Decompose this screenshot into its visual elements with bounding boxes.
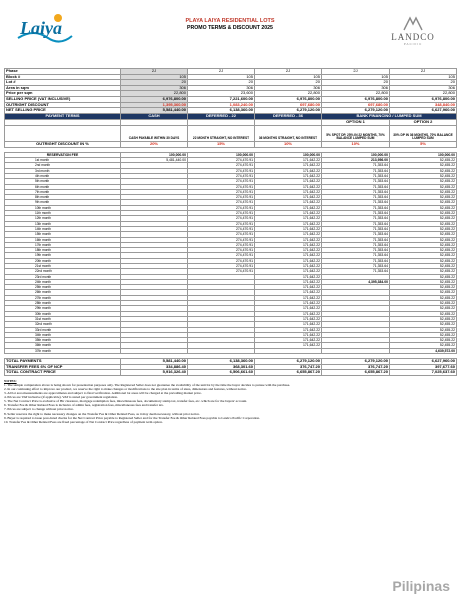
option2-payment: 52,455.22 (390, 248, 457, 253)
month-label: 25th month (5, 285, 121, 290)
deferred36-payment: 171,642.22 (255, 332, 322, 337)
row-label: Block # (5, 74, 121, 80)
sheet-subtitle: PROMO TERMS & DISCOUNT 2025 (187, 25, 273, 31)
discount-percent: 10% (322, 141, 390, 147)
total-value: 6,506,661.60 (188, 370, 255, 376)
deferred36-payment: 171,642.22 (255, 226, 322, 231)
notes-list (4, 383, 456, 424)
deferred36-payment: 171,642.22 (255, 285, 322, 290)
option2-payment: 52,455.22 (390, 211, 457, 216)
deferred36-payment: 171,642.22 (255, 316, 322, 321)
option1-payment: 71,353.64 (322, 173, 390, 178)
deferred22-payment: 274,470.91 (188, 168, 255, 173)
note-item: 7. Prices are subject to change without prior notice. (4, 407, 74, 412)
spec-value: 105 (188, 74, 255, 80)
row-label: Phase (5, 69, 121, 75)
deferred36-payment: 171,642.22 (255, 343, 322, 348)
term-description: 30% DP IN 36 MONTHS, 70% BALANCE LUMPED SUM (390, 125, 457, 141)
month-label: 28th month (5, 301, 121, 306)
spec-value: 20 (390, 80, 457, 86)
month-label: 14th month (5, 226, 121, 231)
option1-payment: 71,353.64 (322, 242, 390, 247)
spec-value: 5,581,440.00 (121, 108, 188, 114)
spec-value: 105 (121, 74, 188, 80)
payment-terms-row (5, 113, 457, 119)
spec-value: 2J (322, 69, 390, 75)
spec-value: 6,976,800.00 (255, 96, 322, 102)
spec-value: 306 (255, 85, 322, 91)
month-label: 6th month (5, 184, 121, 189)
total-value: 5,581,440.00 (121, 359, 188, 365)
svg-text:Laiya: Laiya (20, 18, 62, 38)
deferred36-payment: 171,642.22 (255, 258, 322, 263)
pricing-table (4, 68, 457, 376)
deferred36-payment: 171,642.22 (255, 311, 322, 316)
month-label: 37th month (5, 348, 121, 353)
spec-value: 1,083,240.00 (188, 102, 255, 108)
deferred36-payment: 171,642.22 (255, 158, 322, 163)
deferred22-payment: 274,470.91 (188, 269, 255, 274)
month-label: 15th month (5, 232, 121, 237)
spec-value: 105 (255, 74, 322, 80)
option1-payment: 71,353.64 (322, 195, 390, 200)
spec-value: 22,800 (322, 91, 390, 97)
spec-value: 306 (322, 85, 390, 91)
spec-value: 306 (121, 85, 188, 91)
option1-payment: 71,353.64 (322, 200, 390, 205)
term-bank-financing: BANK FINANCING / LUMPED SUM (322, 113, 457, 119)
spec-value: 105 (390, 74, 457, 80)
option2-payment: 52,455.22 (390, 163, 457, 168)
month-label: 27th month (5, 295, 121, 300)
deferred36-payment: 171,642.22 (255, 327, 322, 332)
option2-payment: 52,455.22 (390, 332, 457, 337)
title-block (104, 18, 356, 31)
notes-section (4, 379, 456, 424)
term-description: 5% SPOT DP, 25% IN 22 MONTHS, 70% BALANCE LUMPED SUM (322, 125, 390, 141)
month-label: 35th month (5, 338, 121, 343)
option2-payment: 52,455.22 (390, 295, 457, 300)
month-label: 33rd month (5, 327, 121, 332)
month-label: 16th month (5, 237, 121, 242)
deferred36-payment: 171,642.22 (255, 248, 322, 253)
deferred36-payment: 171,642.22 (255, 338, 322, 343)
option2-payment: 52,455.22 (390, 173, 457, 178)
option1-payment: 71,353.64 (322, 189, 390, 194)
spec-value: 22,800 (121, 91, 188, 97)
term-description: CASH PAYABLE WITHIN 30 DAYS (121, 125, 188, 141)
option2-payment: 52,455.22 (390, 311, 457, 316)
option2-payment: 52,455.22 (390, 269, 457, 274)
sheet-title: PLAYA LAIYA RESIDENTIAL LOTS (185, 18, 275, 24)
option1-payment: 71,353.64 (322, 263, 390, 268)
option2-payment: 52,455.22 (390, 258, 457, 263)
deferred36-payment: 171,642.22 (255, 211, 322, 216)
deferred22-payment: 274,470.91 (188, 195, 255, 200)
month-label: 22nd month (5, 269, 121, 274)
deferred36-payment: 171,642.22 (255, 290, 322, 295)
deferred36-payment: 171,642.22 (255, 189, 322, 194)
notes-heading: NOTES: (4, 378, 17, 383)
total-value: 6,279,120.00 (322, 359, 390, 365)
deferred22-payment: 274,470.91 (188, 221, 255, 226)
deferred36-payment: 171,642.22 (255, 221, 322, 226)
option2-payment: 52,455.22 (390, 195, 457, 200)
spec-value: 697,680.00 (322, 102, 390, 108)
sheet-header (4, 2, 456, 68)
deferred22-payment: 274,470.91 (188, 205, 255, 210)
discount-label: OUTRIGHT DISCOUNT IN % (5, 141, 121, 147)
total-value: 6,655,867.20 (322, 370, 390, 376)
month-label: 10th month (5, 205, 121, 210)
month-label: 17th month (5, 242, 121, 247)
option2-payment: 52,455.22 (390, 184, 457, 189)
option1-payment: 71,353.64 (322, 258, 390, 263)
total-label: TRANSFER FEES 6% OF NCP (5, 364, 121, 370)
deferred22-payment: 274,470.91 (188, 258, 255, 263)
deferred22-payment: 274,470.91 (188, 189, 255, 194)
term-deferred-22: DEFERRED - 22 (188, 113, 255, 119)
note-item: 4. Prices are VAT inclusive (if applicable). VAT is stated per government regulation. (4, 395, 118, 400)
deferred22-payment: 274,470.91 (188, 173, 255, 178)
deferred36-payment: 171,642.22 (255, 200, 322, 205)
deferred36-payment: 171,642.22 (255, 184, 322, 189)
option2-payment: 52,455.22 (390, 327, 457, 332)
deferred36-payment: 171,642.22 (255, 322, 322, 327)
deferred36-payment: 171,642.22 (255, 269, 322, 274)
row-label: Price per sqm (5, 91, 121, 97)
note-item: 9. Buyer is required to issue post-dated checks for the Net Contract Price payable to Registered Seller and for the Transfer Fee & Other Related Fees payable to Landco Pacific Corporation. (4, 415, 260, 420)
deferred36-payment: 171,642.22 (255, 279, 322, 284)
total-value: 5,916,326.40 (121, 370, 188, 376)
option1-payment: 71,353.64 (322, 237, 390, 242)
spec-value: 20 (322, 80, 390, 86)
payment-terms-label: PAYMENT TERMS (5, 113, 121, 119)
spec-value: 20 (188, 80, 255, 86)
spec-value: 6,138,360.00 (188, 108, 255, 114)
deferred22-payment: 274,470.91 (188, 263, 255, 268)
option1-payment: 71,353.64 (322, 163, 390, 168)
option2-payment: 52,455.22 (390, 274, 457, 279)
note-item: 2. In our continuing effort to improve our product, we reserve the right to make changes or modifications to the site plan in terms of sizes, dimensions and features, without notice. (4, 387, 247, 391)
deferred22-payment: 274,470.91 (188, 179, 255, 184)
month-label: 11th month (5, 211, 121, 216)
option2-payment: 52,455.22 (390, 322, 457, 327)
total-row (5, 370, 457, 376)
option-2-label: OPTION 2 (390, 119, 457, 125)
option2-payment: 52,455.22 (390, 189, 457, 194)
deferred22-payment: 274,470.91 (188, 242, 255, 247)
spec-value: 6,976,800.00 (322, 96, 390, 102)
month-label: 36th month (5, 343, 121, 348)
deferred36-payment: 171,642.22 (255, 295, 322, 300)
reservation-value: 100,000.00 (121, 152, 188, 157)
spec-value: 22,800 (255, 91, 322, 97)
total-value: 7,025,637.60 (390, 370, 457, 376)
spec-value: 7,221,600.00 (188, 96, 255, 102)
deferred22-payment: 274,470.91 (188, 158, 255, 163)
option1-payment: 71,353.64 (322, 184, 390, 189)
deferred22-payment: 274,470.91 (188, 248, 255, 253)
deferred36-payment: 171,642.22 (255, 306, 322, 311)
option2-payment: 52,455.22 (390, 301, 457, 306)
deferred22-payment: 274,470.91 (188, 237, 255, 242)
deferred22-payment: 274,470.91 (188, 184, 255, 189)
reservation-value: 100,000.00 (322, 152, 390, 157)
spec-value: 2J (255, 69, 322, 75)
spec-value: 6,627,960.00 (390, 108, 457, 114)
deferred36-payment: 171,642.22 (255, 195, 322, 200)
term-description: 22 MONTH STRAIGHT, NO INTEREST (188, 125, 255, 141)
month-label: 30th month (5, 311, 121, 316)
total-label: TOTAL CONTRACT PRICE (5, 370, 121, 376)
option2-payment: 52,455.22 (390, 279, 457, 284)
deferred36-payment: 171,642.22 (255, 274, 322, 279)
total-value: 6,655,867.20 (255, 370, 322, 376)
spec-value: 2J (390, 69, 457, 75)
month-label: 29th month (5, 306, 121, 311)
row-label: NET SELLING PRICE (5, 108, 121, 114)
option2-payment: 52,455.22 (390, 237, 457, 242)
option1-payment: 71,353.64 (322, 216, 390, 221)
deferred36-payment: 171,642.22 (255, 232, 322, 237)
deferred36-payment: 171,642.22 (255, 168, 322, 173)
month-label: 8th month (5, 195, 121, 200)
term-description: 36 MONTHS STRAIGHT, NO INTEREST (255, 125, 322, 141)
option1-payment: 71,353.64 (322, 205, 390, 210)
option1-payment: 71,353.64 (322, 226, 390, 231)
discount-percent: 15% (188, 141, 255, 147)
option1-lump-sum: 4,395,384.00 (322, 279, 390, 284)
month-label: 12th month (5, 216, 121, 221)
row-label: Area in sqm (5, 85, 121, 91)
total-value: 397,677.60 (390, 364, 457, 370)
option1-payment: 71,353.64 (322, 179, 390, 184)
spec-value: 20 (255, 80, 322, 86)
month-label: 31st month (5, 316, 121, 321)
deferred22-payment: 274,470.91 (188, 216, 255, 221)
discount-percent: 5% (390, 141, 457, 147)
total-label: TOTAL PAYMENTS (5, 359, 121, 365)
spec-value: 6,279,120.00 (255, 108, 322, 114)
deferred22-payment: 274,470.91 (188, 211, 255, 216)
spec-value: 6,976,800.00 (121, 96, 188, 102)
deferred36-payment: 171,642.22 (255, 237, 322, 242)
option1-payment: 71,353.64 (322, 269, 390, 274)
option2-payment: 52,455.22 (390, 316, 457, 321)
note-item: 8. Seller reserves the right to make necessary changes on the Transfer Fee & Other Related Fees, as it may deem necessary, without prior notice. (4, 411, 200, 416)
pricing-table-body (5, 69, 457, 376)
spec-value: 2J (121, 69, 188, 75)
option2-payment: 52,455.22 (390, 232, 457, 237)
watermark: Pilipinas (392, 578, 450, 594)
spec-value: 23,600 (188, 91, 255, 97)
option1-payment: 71,353.64 (322, 168, 390, 173)
total-value: 376,747.20 (322, 364, 390, 370)
total-value: 6,279,120.00 (255, 359, 322, 365)
deferred36-payment: 171,642.22 (255, 301, 322, 306)
option2-payment: 52,455.22 (390, 306, 457, 311)
spec-value: 2J (188, 69, 255, 75)
note-item: 3. All lot area measurements are approximates and subject to final verification. Additional lot areas will be charged at the prevailing market price. (4, 391, 202, 396)
month-label: 34th month (5, 332, 121, 337)
spec-value: 1,395,360.00 (121, 102, 188, 108)
spec-value: 348,840.00 (390, 102, 457, 108)
total-value: 368,301.60 (188, 364, 255, 370)
empty-cell (5, 125, 121, 141)
term-deferred-36: DEFERRED - 36 (255, 113, 322, 119)
total-value: 6,138,360.00 (188, 359, 255, 365)
reservation-value: 100,000.00 (390, 152, 457, 157)
month-label: 24th month (5, 279, 121, 284)
month-label: 1st month (5, 158, 121, 163)
month-label: 26th month (5, 290, 121, 295)
month-label: 7th month (5, 189, 121, 194)
laiya-logo (14, 8, 76, 52)
spec-value: 6,976,800.00 (390, 96, 457, 102)
deferred36-payment: 171,642.22 (255, 263, 322, 268)
note-item: 1. The sample computation above is being shown for presentation purposes only. The Registered Seller does not guarantee the availability of the unit/lot by the time the buyer decides to pursue with the purchase. (4, 382, 291, 387)
option2-payment: 52,455.22 (390, 343, 457, 348)
landco-logo: LANDCO PACIFIC (378, 14, 448, 54)
option2-payment: 52,455.22 (390, 290, 457, 295)
deferred36-payment: 171,642.22 (255, 205, 322, 210)
option1-payment: 71,353.64 (322, 248, 390, 253)
option1-payment: 71,353.64 (322, 211, 390, 216)
option-1-label: OPTION 1 (322, 119, 390, 125)
option1-payment: 71,353.64 (322, 232, 390, 237)
row-label: OUTRIGHT DISCOUNT (5, 102, 121, 108)
spec-value: 20 (121, 80, 188, 86)
option1-payment: 71,353.64 (322, 253, 390, 258)
deferred36-payment: 171,642.22 (255, 179, 322, 184)
row-label: SELLING PRICE (VAT INCLUSIVE) (5, 96, 121, 102)
deferred22-payment: 274,470.91 (188, 200, 255, 205)
total-value: 334,886.40 (121, 364, 188, 370)
deferred36-payment: 171,642.22 (255, 216, 322, 221)
deferred22-payment: 274,470.91 (188, 253, 255, 258)
deferred36-payment: 171,642.22 (255, 163, 322, 168)
option2-payment: 52,455.22 (390, 253, 457, 258)
option2-payment: 52,455.22 (390, 242, 457, 247)
option2-lump-sum: 4,639,572.00 (390, 348, 457, 353)
deferred36-payment: 171,642.22 (255, 242, 322, 247)
spec-value: 6,279,120.00 (322, 108, 390, 114)
discount-percent: 10% (255, 141, 322, 147)
term-cash: CASH (121, 113, 188, 119)
deferred36-payment: 171,642.22 (255, 253, 322, 258)
cash-payment: 5,481,440.00 (121, 158, 188, 163)
option2-payment: 52,455.22 (390, 338, 457, 343)
option2-payment: 52,455.22 (390, 216, 457, 221)
month-label: 4th month (5, 173, 121, 178)
month-label: 9th month (5, 200, 121, 205)
total-value: 6,627,960.00 (390, 359, 457, 365)
option2-payment: 52,455.22 (390, 226, 457, 231)
spec-value: 105 (322, 74, 390, 80)
month-label: 32nd month (5, 322, 121, 327)
spec-value: 306 (188, 85, 255, 91)
option1-payment: 213,956.00 (322, 158, 390, 163)
total-value: 376,747.20 (255, 364, 322, 370)
month-label: 18th month (5, 248, 121, 253)
month-label: 23rd month (5, 274, 121, 279)
note-item: 10. Transfer Fee & Other Related Fees are fixed percentage of Net Contract Price regardless of payment term option. (4, 419, 163, 424)
option2-payment: 52,455.22 (390, 200, 457, 205)
month-label: 19th month (5, 253, 121, 258)
month-label: 2nd month (5, 163, 121, 168)
spec-value: 306 (390, 85, 457, 91)
deferred36-payment: 171,642.22 (255, 173, 322, 178)
month-label: 5th month (5, 179, 121, 184)
deferred22-payment: 274,470.91 (188, 226, 255, 231)
month-label: 21st month (5, 263, 121, 268)
month-label: 13th month (5, 221, 121, 226)
option2-payment: 52,455.22 (390, 168, 457, 173)
month-label: 20th month (5, 258, 121, 263)
discount-percent: 20% (121, 141, 188, 147)
deferred22-payment: 274,470.91 (188, 232, 255, 237)
term-description-row (5, 125, 457, 141)
option2-payment: 52,455.22 (390, 285, 457, 290)
reservation-value: 100,000.00 (255, 152, 322, 157)
option2-payment: 52,455.22 (390, 179, 457, 184)
option2-payment: 52,455.22 (390, 263, 457, 268)
spec-value: 22,800 (390, 91, 457, 97)
note-item: 6. Transfer Fee & Other Related Fees is inclusive of admin fees, registration fees, miscellaneous fees and transfer tax. (4, 403, 164, 408)
option2-payment: 52,455.22 (390, 205, 457, 210)
option2-payment: 52,455.22 (390, 221, 457, 226)
spec-value: 697,680.00 (255, 102, 322, 108)
month-label: 3rd month (5, 168, 121, 173)
option2-payment: 52,455.22 (390, 158, 457, 163)
row-label: Lot # (5, 80, 121, 86)
reservation-value: 100,000.00 (188, 152, 255, 157)
reservation-label: RESERVATION FEE (5, 152, 121, 157)
deferred22-payment: 274,470.91 (188, 163, 255, 168)
price-sheet (4, 2, 456, 598)
option1-payment: 71,353.64 (322, 221, 390, 226)
note-item: 5. The Net Contract Price is exclusive of Bir clearance, mortgage redemption fees, miscellaneous fees, documentary stamp tax, transfer fees, etc. which are for the buyers' account. (4, 399, 248, 404)
